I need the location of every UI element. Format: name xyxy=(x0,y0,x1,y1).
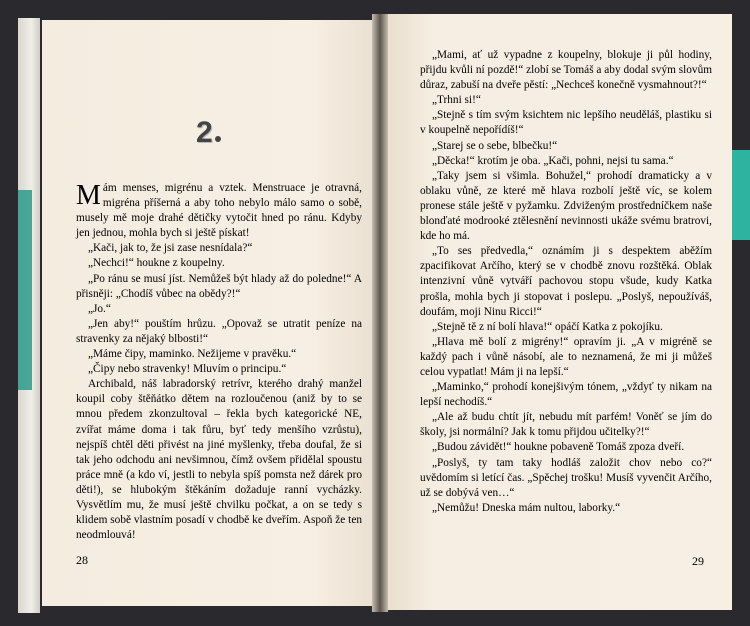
paragraph: Archibald, náš labradorský retrívr, kterého drahý manžel koupil coby štěňátko dětem na rozloučenou (aniž by to se mnou předem zkonzultoval – řekla bych kategorické NE, zvířat máme doma i tak fůru, byť tedy menšího vzrůstu), nejspíš chtěl děti přivést na jiné myšlenky, třeba doufal, že si tak jeho odchodu ani nevšimnou, čímž ovšem přidělal spoustu práce mně (a kdo ví, jestli to nebyla spíš pomsta než dárek pro děti!), se hlubokým štěkáním dožaduje ranní vycházky. Vysvětlím mu, že musí ještě chvilku počkat, a on se tedy s klidem sobě vlastním posadí v chodbě ke dveřím. Aspoň že ten neodmlouvá! xyxy=(76,378,362,542)
paragraph: „Stejně s tím svým ksichtem nic lepšího neuděláš, plastiku si v koupelně nepořídíš!“ xyxy=(420,109,712,137)
paragraph: „Starej se o sebe, blbečku!“ xyxy=(432,139,558,152)
paragraph: „Mami, ať už vypadne z koupelny, blokuje ji půl hodiny, přijdu kvůli ní pozdě!“ zlobí se Tomáš a aby dodal svým slovům důraz, zabuší na dveře pěstí: „Nechceš konečně vysmahnout?!“ xyxy=(420,49,712,92)
paragraph: „Po ránu se musí jíst. Nemůžeš být hlady až do poledne!“ A přisněji: „Chodíš vůbec na obědy?!“ xyxy=(76,272,362,300)
paragraph: „Děcka!“ krotím je oba. „Kači, pohni, nejsi tu sama.“ xyxy=(432,154,674,167)
page-number-left: 28 xyxy=(76,553,88,567)
paragraph: „To ses předvedla,“ oznámím ji s despektem aběžím zpacifikovat Arčího, který se v chodbě znovu rozštěká. Oblak intenzivní vůně vytváří pachovou stopu všude, kudy Katka prošla, mohla bych ji stopovat i poslepu. „Poslyš, nepoužíváš, doufám, moji Ninu Ricci!“ xyxy=(420,245,712,318)
paragraph: „Poslyš, ty tam taky hodláš založit chov nebo co?“ uvědomím si letící čas. „Spěchej trošku! Musíš vyvenčit Arčího, už se dobývá ven…“ xyxy=(420,456,712,499)
paragraph: „Jen aby!“ pouštím hrůzu. „Opovaž se utratit peníze na stravenky za nějaký blbosti!“ xyxy=(76,317,362,345)
paragraph: „Ale až budu chtít jít, nebudu mít parfém! Voněť se jím do školy, jsi normální? Jak k tomu přijdou učitelky?!“ xyxy=(420,411,712,439)
chapter-heading xyxy=(196,116,221,150)
paragraph: „Jo.“ xyxy=(88,302,111,315)
paragraph: „Maminko,“ prohodí konejšivým tónem, „vždyť ty nikam na lepší nechodíš.“ xyxy=(420,381,712,409)
teal-bookmark-left xyxy=(18,190,32,390)
right-page-text xyxy=(420,48,712,516)
paragraph: ám menses, migrénu a vztek. Menstruace je otravná, migréna příšerná a aby toho nebylo málo samo o sobě, musely mě moje drahé dětičky vytočit hned po ránu. Kdyby jen jednou, mohla bych si ještě pískat! xyxy=(76,182,362,240)
drop-cap: M xyxy=(76,180,101,211)
page-number-right: 29 xyxy=(692,554,704,568)
paragraph: „Máme čipy, maminko. Nežijeme v pravěku.“ xyxy=(88,348,297,361)
paragraph: „Hlava mě bolí z migrény!“ opravím ji. „A v migréně se každý pach i vůně násobí, ale to neznamená, že mi ji můžeš celou vypatlat! Mám ji na lepší.“ xyxy=(420,335,712,378)
chapter-number: 2 xyxy=(196,116,213,149)
chapter-dot xyxy=(215,136,221,142)
book-gutter xyxy=(372,14,388,612)
left-page-text xyxy=(76,181,362,543)
paragraph: „Nemůžu! Dneska mám nultou, laborky.“ xyxy=(432,501,621,514)
paragraph: „Trhni si!“ xyxy=(432,94,481,107)
teal-bookmark-right xyxy=(730,150,750,240)
paragraph: „Čipy nebo stravenky! Mluvím o principu.“ xyxy=(88,363,287,376)
paragraph: „Kači, jak to, že jsi zase nesnídala?“ xyxy=(88,242,253,255)
paragraph: „Stejně tě z ní bolí hlava!“ opáčí Katka z pokojíku. xyxy=(432,320,663,333)
paragraph: „Budou závidět!“ houkne pobaveně Tomáš zpoza dveří. xyxy=(432,441,685,454)
paragraph: „Nechci!“ houkne z koupelny. xyxy=(88,257,225,270)
paragraph: „Taky jsem si všimla. Bohužel,“ prohodí dramaticky a v oblaku vůně, ze které mě hlava rozbolí ještě víc, se kolem pronese stále ještě v pyžamku. Zdviženým prostředníčkem naše blonďaté modrooké ztělesnění nevinnosti ukáže svému bratrovi, kde ho má. xyxy=(420,169,712,243)
